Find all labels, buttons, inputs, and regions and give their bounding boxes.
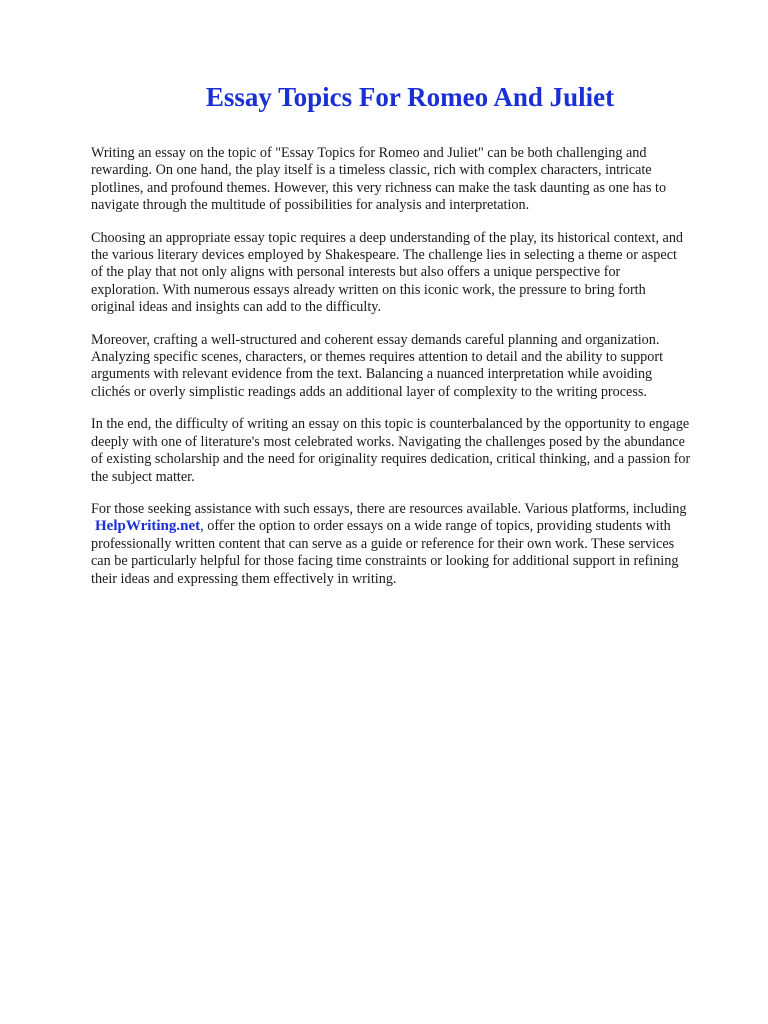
helpwriting-link[interactable]: HelpWriting.net [95, 518, 201, 535]
paragraph-4: In the end, the difficulty of writing an essay on this topic is counterbalanced by the opportunity to engage deeply with one of literature's most celebrated works. Navigating the challenges posed by the abundance of existing scholarship and the need for originality requires dedication, critical thinking, and a passion for the subject matter. [91, 416, 691, 485]
page-title: Essay Topics For Romeo And Juliet [205, 82, 615, 112]
paragraph-5-after-link: , offer the option to order essays on a wide range of topics, providing students with professionally written content that can serve as a guide or reference for their own work. These services can be particularly helpful for those facing time constraints or looking for additional support in refining their ideas and expressing them effectively in writing. [91, 518, 679, 587]
paragraph-5-before-link: For those seeking assistance with such essays, there are resources available. Various platforms, including [91, 500, 687, 517]
document-body [91, 145, 691, 603]
paragraph-2: Choosing an appropriate essay topic requires a deep understanding of the play, its historical context, and the various literary devices employed by Shakespeare. The challenge lies in selecting a theme or aspect of the play that not only aligns with personal interests but also offers a unique perspective for exploration. With numerous essays already written on this iconic work, the pressure to bring forth original ideas and insights can add to the difficulty. [91, 229, 684, 316]
paragraph-3: Moreover, crafting a well-structured and coherent essay demands careful planning and organization. Analyzing specific scenes, characters, or themes requires attention to detail and the ability to support arguments with relevant evidence from the text. Balancing a nuanced interpretation while avoiding clichés or overly simplistic readings adds an additional layer of complexity to the writing process. [91, 331, 664, 400]
paragraph-1: Writing an essay on the topic of "Essay Topics for Romeo and Juliet" can be both challenging and rewarding. On one hand, the play itself is a timeless classic, rich with complex characters, intricate plotlines, and profound themes. However, this very richness can make the task daunting as one has to navigate through the multitude of possibilities for analysis and interpretation. [91, 145, 667, 214]
paragraph-5 [91, 501, 691, 588]
